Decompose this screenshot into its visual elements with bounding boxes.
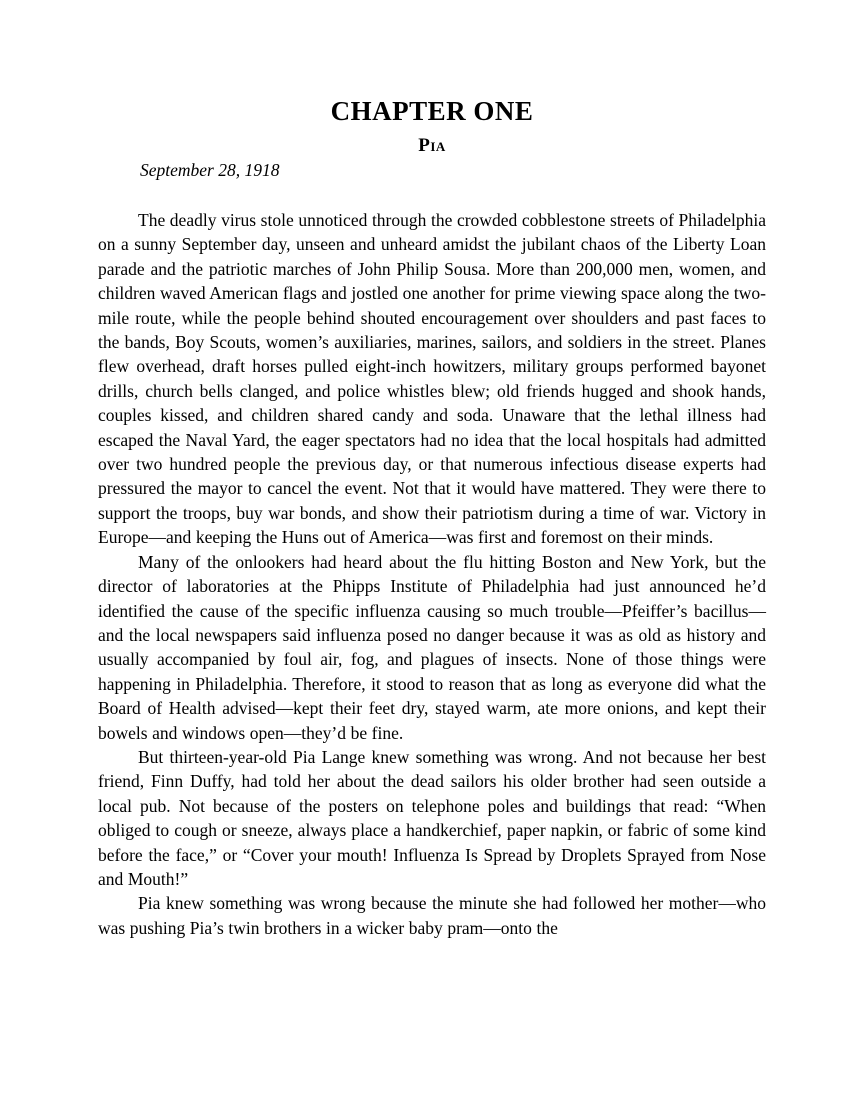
chapter-pov-name: Pia xyxy=(418,135,446,156)
paragraph-3: But thirteen-year-old Pia Lange knew something was wrong. And not because her best friend, Finn Duffy, had told her about the dead sailors his older brother had seen outside a local pub. Not because of the posters on telephone poles and buildings that read: “When obliged to cough or sneeze, always place a handkerchief, paper napkin, or fabric of some kind before the face,” or “Cover your mouth! Influenza Is Spread by Droplets Sprayed from Nose and Mouth!” xyxy=(98,746,766,889)
chapter-body xyxy=(98,208,766,940)
chapter-heading: CHAPTER ONE xyxy=(330,96,534,126)
paragraph-2: Many of the onlookers had heard about the flu hitting Boston and New York, but the director of laboratories at the Phipps Institute of Philadelphia had just announced he’d identified the cause of the specific influenza causing so much trouble—Pfeiffer’s bacillus—and the local newspapers said influenza posed no danger because it was as old as history and usually accompanied by foul air, fog, and plagues of insects. None of those things were happening in Philadelphia. Therefore, it stood to reason that as long as everyone did what the Board of Health advised—kept their feet dry, stayed warm, ate more onions, and kept their bowels and windows open—they’d be fine. xyxy=(98,551,766,743)
dateline: September 28, 1918 xyxy=(140,160,280,180)
paragraph-1: The deadly virus stole unnoticed through the crowded cobblestone streets of Philadelphia on a sunny September day, unseen and unheard amidst the jubilant chaos of the Liberty Loan parade and the patriotic marches of John Philip Sousa. More than 200,000 men, women, and children waved American flags and jostled one another for prime viewing space along the two-mile route, while the people behind shouted encouragement over shoulders and past faces to the bands, Boy Scouts, women’s auxiliaries, marines, sailors, and soldiers in the street. Planes flew overhead, draft horses pulled eight-inch howitzers, military groups performed bayonet drills, church bells clanged, and police whistles blew; old friends hugged and shook hands, couples kissed, and children shared candy and soda. Unaware that the lethal illness had escaped the Naval Yard, the eager spectators had no idea that the local hospitals had admitted over two hundred people the previous day, or that numerous infectious disease experts had pressured the mayor to cancel the event. Not that it would have mattered. They were there to support the troops, buy war bonds, and show their patriotism during a time of war. Victory in Europe—and keeping the Huns out of America—was first and foremost on their minds. xyxy=(98,210,766,548)
paragraph-4: Pia knew something was wrong because the minute she had followed her mother—who was pushing Pia’s twin brothers in a wicker baby pram—onto the xyxy=(98,893,766,938)
